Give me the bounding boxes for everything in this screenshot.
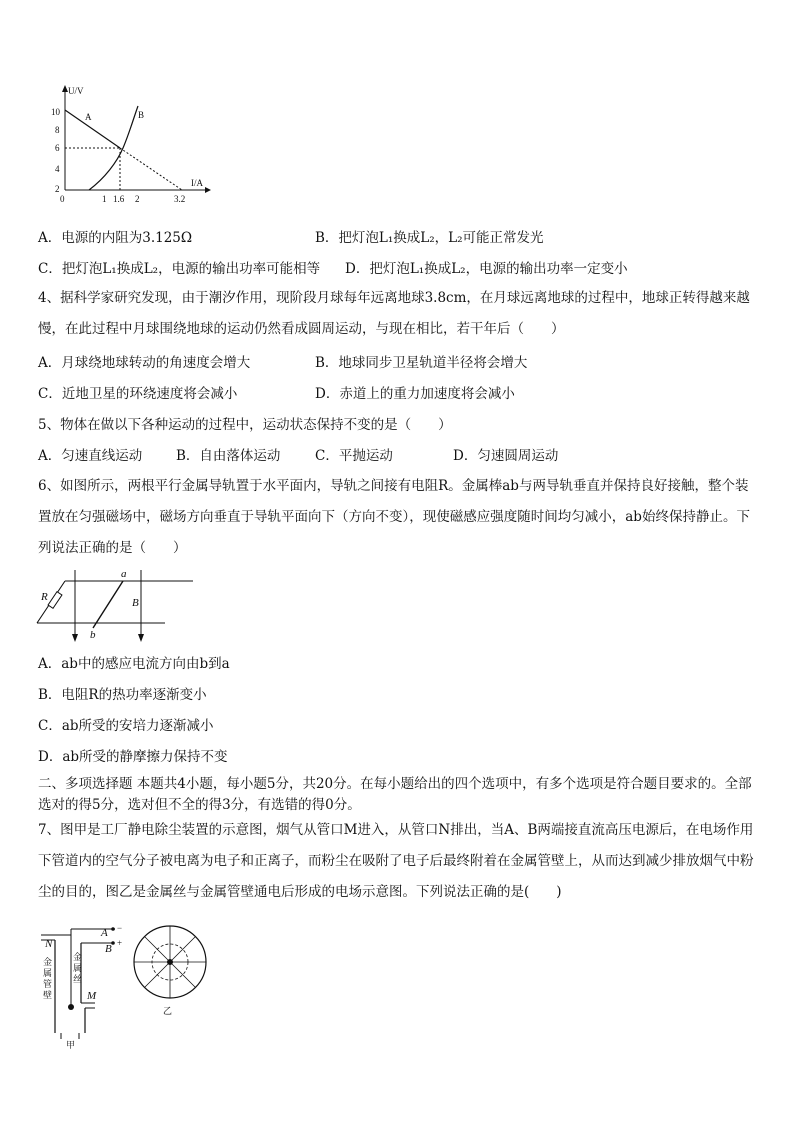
resistor	[48, 592, 62, 609]
label-yi: 乙	[163, 1007, 173, 1017]
curve-label-b: B	[138, 110, 145, 120]
q5-option-a: A．匀速直线运动	[38, 448, 143, 464]
q4-option-c: C．近地卫星的环绕速度将会减小	[38, 386, 238, 402]
label-r: R	[41, 591, 48, 603]
x-tick: 3.2	[174, 194, 186, 204]
x-tick: 1	[102, 194, 107, 204]
u-i-graph	[45, 82, 215, 207]
label-a: a	[121, 568, 127, 580]
y-tick: 4	[55, 164, 60, 174]
curve-label-a: A	[85, 112, 92, 122]
y-tick: 6	[55, 143, 60, 153]
label-jia: 甲	[66, 1041, 76, 1050]
q3-option-a: A．电源的内阻为3.125Ω	[38, 230, 193, 246]
section-2-heading: 二、多项选择题 本题共4小题，每小题5分，共20分。在每小题给出的四个选项中，有多个选项是符合题目要求的。全部选对的得5分，选对但不全的得3分，有选错的得0分。	[38, 776, 752, 813]
precipitator-diagram-jia	[35, 915, 135, 1050]
q5-option-d: D．匀速圆周运动	[453, 448, 559, 464]
q6-option-c: C．ab所受的安培力逐渐减小	[38, 718, 214, 734]
q4-stem: 4、据科学家研究发现，由于潮汐作用，现阶段月球每年远离地球3.8cm，在月球远离地球的过程中，地球正转得越来越慢，在此过程中月球围绕地球的运动仍然看成圆周运动，与现在相比，若干年后（ ）	[38, 290, 750, 337]
q4-option-d: D．赤道上的重力加速度将会减小	[315, 386, 515, 402]
rod-ab	[93, 581, 123, 628]
line-a	[65, 110, 120, 148]
q3-option-b: B．把灯泡L₁换成L₂，L₂可能正常发光	[315, 230, 544, 246]
q4-option-b: B．地球同步卫星轨道半径将会增大	[315, 355, 528, 371]
line-a-dashed	[120, 148, 182, 190]
label-wire-1: 金	[73, 953, 83, 963]
wire-weight	[68, 1004, 74, 1010]
q5-stem: 5、物体在做以下各种运动的过程中，运动状态保持不变的是（ ）	[38, 417, 452, 433]
q6-option-b: B．电阻R的热功率逐渐变小	[38, 687, 207, 703]
x-tick: 0	[60, 194, 65, 204]
q6-option-a: A．ab中的感应电流方向由b到a	[38, 656, 230, 672]
label-wall-2: 属	[43, 969, 53, 979]
x-axis-label: I/A	[191, 178, 203, 188]
label-wall-3: 管	[43, 980, 53, 990]
label-b: b	[90, 629, 96, 641]
x-tick: 1.6	[113, 194, 125, 204]
label-electrode-a: A	[101, 927, 108, 939]
label-wire-2: 属	[73, 964, 83, 974]
q4-option-a: A．月球绕地球转动的角速度会增大	[38, 355, 251, 371]
x-tick: 2	[135, 194, 140, 204]
label-electrode-b: B	[105, 943, 112, 955]
y-tick: 10	[51, 107, 60, 117]
field-diagram-yi	[130, 922, 215, 1022]
q3-option-c: C．把灯泡L₁换成L₂，电源的输出功率可能相等	[38, 261, 321, 277]
label-plus: +	[117, 938, 123, 948]
label-wire-3: 丝	[73, 975, 83, 985]
y-tick: 2	[55, 184, 60, 194]
y-tick: 8	[55, 125, 60, 135]
field-lines	[134, 926, 206, 998]
rail-diagram	[35, 566, 200, 646]
y-axis-label: U/V	[68, 86, 84, 96]
q6-option-d: D．ab所受的静摩擦力保持不变	[38, 749, 228, 765]
q7-stem: 7、图甲是工厂静电除尘装置的示意图，烟气从管口M进入，从管口N排出，当A、B两端接直流高压电源后，在电场作用下管道内的空气分子被电离为电子和正离子，而粉尘在吸附了电子后最终附着在金属管壁上，从而达到减少排放烟气中粉尘的目的，图乙是金属丝与金属管壁通电后形成的电场示意图。下列说法正确的是( )	[38, 822, 754, 900]
q6-stem: 6、如图所示，两根平行金属导轨置于水平面内，导轨之间接有电阻R。金属棒ab与两导轨垂直并保持良好接触，整个装置放在匀强磁场中，磁场方向垂直于导轨平面向下（方向不变），现使磁感应强度随时间均匀减小，ab始终保持静止。下列说法正确的是（ ）	[38, 478, 750, 556]
label-m: M	[87, 990, 97, 1002]
label-minus: −	[117, 923, 123, 933]
label-n: N	[45, 938, 53, 950]
q3-option-d: D．把灯泡L₁换成L₂，电源的输出功率一定变小	[345, 261, 628, 277]
label-wall-1: 金	[43, 958, 53, 968]
label-field-b: B	[132, 597, 139, 609]
q5-option-c: C．平抛运动	[315, 448, 393, 464]
label-wall-4: 壁	[43, 991, 53, 1001]
q5-option-b: B．自由落体运动	[176, 448, 281, 464]
